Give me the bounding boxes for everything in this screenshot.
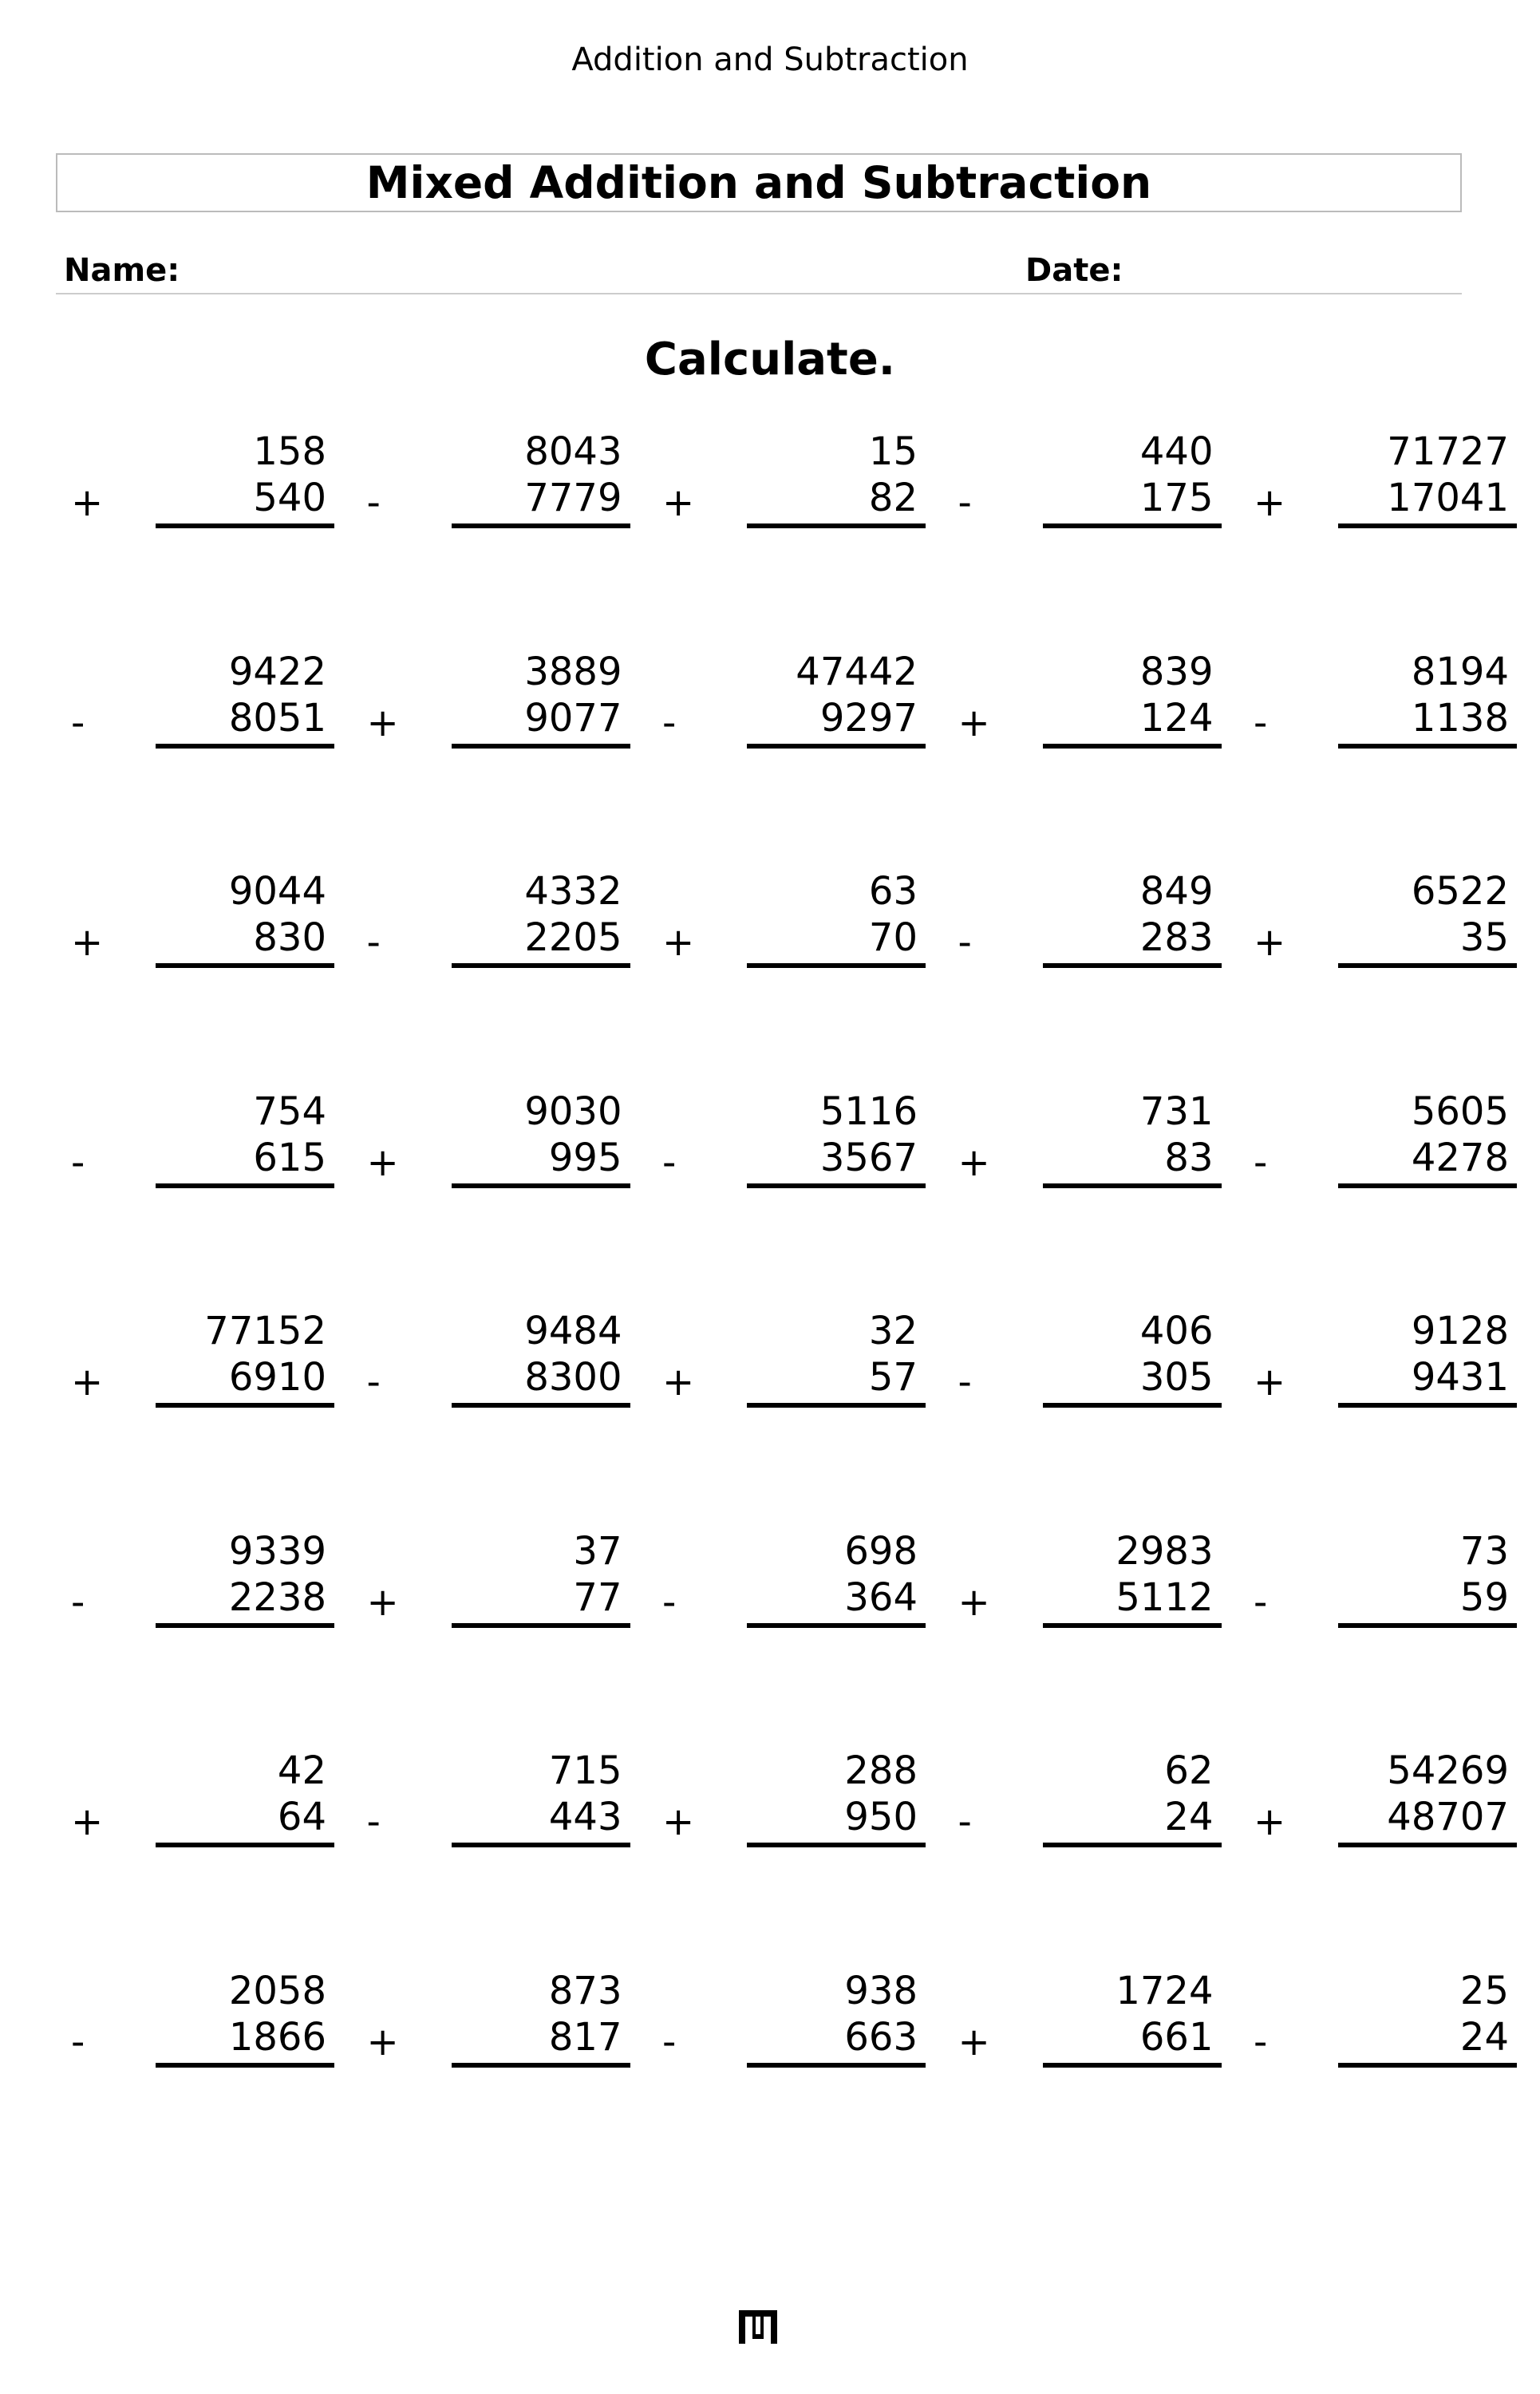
bottom-operand: 24 [1164, 1795, 1214, 1839]
logo-icon [739, 2310, 777, 2344]
problem [367, 1969, 630, 2088]
bottom-operand: 9297 [819, 695, 918, 741]
problem [662, 869, 926, 989]
problem [662, 1529, 926, 1649]
problem [958, 1089, 1222, 1209]
operator: + [662, 1799, 695, 1844]
answer-line [452, 1183, 630, 1188]
problem [367, 869, 630, 989]
top-operand: 938 [844, 1968, 918, 2013]
operator: - [71, 700, 85, 745]
problem [71, 650, 334, 769]
answer-line [452, 1403, 630, 1408]
answer-line [747, 1843, 926, 1847]
bottom-operand: 661 [1139, 2014, 1214, 2060]
bottom-operand: 6910 [228, 1355, 326, 1400]
top-operand: 158 [253, 429, 326, 474]
problem [662, 1748, 926, 1868]
top-operand: 4332 [524, 869, 622, 914]
operator: + [71, 1360, 104, 1404]
operator: + [958, 1579, 990, 1625]
problem [958, 1748, 1222, 1868]
answer-line [747, 1403, 926, 1408]
answer-line [1338, 963, 1517, 968]
top-operand: 8043 [524, 429, 622, 474]
bottom-operand: 7779 [524, 476, 622, 520]
bottom-operand: 48707 [1387, 1795, 1509, 1839]
top-operand: 5116 [819, 1088, 918, 1134]
answer-line [1043, 1623, 1222, 1628]
operator: + [958, 1140, 990, 1185]
bottom-operand: 830 [253, 915, 326, 960]
bottom-operand: 364 [844, 1574, 918, 1620]
problem [958, 1969, 1222, 2088]
operator: - [366, 1799, 381, 1844]
bottom-operand: 175 [1139, 476, 1214, 520]
bottom-operand: 995 [548, 1135, 622, 1180]
top-operand: 406 [1139, 1309, 1214, 1353]
bottom-operand: 77 [573, 1574, 622, 1620]
operator: - [1254, 1579, 1268, 1625]
problem [71, 429, 334, 549]
answer-line [1043, 963, 1222, 968]
bottom-operand: 24 [1459, 2014, 1509, 2060]
operator: + [662, 480, 695, 525]
answer-line [156, 1403, 334, 1408]
answer-line [452, 1843, 630, 1847]
problem [71, 1309, 334, 1428]
operator: + [662, 1360, 695, 1404]
bottom-operand: 57 [868, 1355, 918, 1400]
operator: + [1254, 1360, 1286, 1404]
bottom-operand: 124 [1139, 695, 1214, 741]
problem [1254, 869, 1517, 989]
top-operand: 1724 [1116, 1968, 1214, 2013]
answer-line [156, 1843, 334, 1847]
answer-line [156, 963, 334, 968]
operator: + [366, 1579, 399, 1625]
answer-line [1043, 2063, 1222, 2068]
top-operand: 62 [1164, 1748, 1214, 1793]
top-operand: 754 [253, 1088, 326, 1134]
problem [958, 429, 1222, 549]
problem [662, 1309, 926, 1428]
answer-line [747, 523, 926, 528]
answer-line [1043, 1183, 1222, 1188]
top-operand: 54269 [1387, 1748, 1509, 1793]
answer-line [1338, 1403, 1517, 1408]
operator: + [71, 920, 104, 965]
top-operand: 715 [548, 1748, 622, 1793]
problem [1254, 1969, 1517, 2088]
bottom-operand: 17041 [1387, 476, 1509, 520]
answer-line [1043, 523, 1222, 528]
bottom-operand: 817 [548, 2014, 622, 2060]
name-date-rule [56, 293, 1462, 294]
top-operand: 698 [844, 1528, 918, 1574]
operator: - [1254, 700, 1268, 745]
problem [71, 1089, 334, 1209]
problem [367, 1089, 630, 1209]
problem [71, 1748, 334, 1868]
top-operand: 440 [1139, 429, 1214, 474]
operator: - [662, 700, 677, 745]
problem [958, 1529, 1222, 1649]
operator: - [71, 2019, 85, 2064]
top-operand: 9044 [228, 869, 326, 914]
operator: - [366, 480, 381, 525]
page-header: Addition and Subtraction [571, 41, 969, 78]
operator: - [71, 1140, 85, 1185]
answer-line [747, 744, 926, 749]
operator: + [958, 2019, 990, 2064]
top-operand: 9339 [228, 1528, 326, 1574]
answer-line [156, 1183, 334, 1188]
operator: - [366, 1360, 381, 1404]
top-operand: 9030 [524, 1088, 622, 1134]
operator: - [958, 480, 972, 525]
top-operand: 9484 [524, 1309, 622, 1353]
bottom-operand: 1866 [228, 2014, 326, 2060]
worksheet-title: Mixed Addition and Subtraction [56, 153, 1462, 212]
bottom-operand: 950 [844, 1795, 918, 1839]
top-operand: 63 [868, 869, 918, 914]
bottom-operand: 615 [253, 1135, 326, 1180]
answer-line [452, 963, 630, 968]
problem [71, 1529, 334, 1649]
bottom-operand: 663 [844, 2014, 918, 2060]
operator: + [1254, 480, 1286, 525]
name-label: Name: [64, 252, 180, 289]
top-operand: 71727 [1387, 429, 1509, 474]
operator: + [71, 1799, 104, 1844]
bottom-operand: 8300 [524, 1355, 622, 1400]
answer-line [156, 2063, 334, 2068]
problem [662, 429, 926, 549]
problem [1254, 1529, 1517, 1649]
bottom-operand: 2205 [524, 915, 622, 960]
bottom-operand: 8051 [228, 695, 326, 741]
top-operand: 873 [548, 1968, 622, 2013]
top-operand: 3889 [524, 649, 622, 694]
top-operand: 73 [1459, 1528, 1509, 1574]
answer-line [1338, 744, 1517, 749]
answer-line [747, 1623, 926, 1628]
top-operand: 5605 [1411, 1088, 1509, 1134]
bottom-operand: 305 [1139, 1355, 1214, 1400]
problem [1254, 1089, 1517, 1209]
operator: + [366, 700, 399, 745]
answer-line [156, 744, 334, 749]
bottom-operand: 9077 [524, 695, 622, 741]
operator: - [366, 920, 381, 965]
answer-line [1338, 1843, 1517, 1847]
bottom-operand: 64 [277, 1795, 326, 1839]
instruction: Calculate. [644, 334, 896, 385]
problem [1254, 429, 1517, 549]
bottom-operand: 82 [868, 476, 918, 520]
problem [71, 869, 334, 989]
top-operand: 288 [844, 1748, 918, 1793]
answer-line [1043, 1403, 1222, 1408]
operator: - [662, 1140, 677, 1185]
operator: - [662, 1579, 677, 1625]
operator: - [958, 920, 972, 965]
top-operand: 9422 [228, 649, 326, 694]
operator: - [662, 2019, 677, 2064]
bottom-operand: 70 [868, 915, 918, 960]
bottom-operand: 4278 [1411, 1135, 1509, 1180]
problem [367, 1748, 630, 1868]
operator: + [366, 1140, 399, 1185]
problem [367, 650, 630, 769]
answer-line [747, 2063, 926, 2068]
bottom-operand: 3567 [819, 1135, 918, 1180]
top-operand: 839 [1139, 649, 1214, 694]
answer-line [1338, 523, 1517, 528]
problem [958, 1309, 1222, 1428]
answer-line [156, 523, 334, 528]
top-operand: 849 [1139, 869, 1214, 914]
operator: + [71, 480, 104, 525]
top-operand: 731 [1139, 1088, 1214, 1134]
top-operand: 37 [573, 1528, 622, 1574]
operator: + [366, 2019, 399, 2064]
top-operand: 47442 [796, 649, 918, 694]
operator: - [958, 1799, 972, 1844]
problem [958, 650, 1222, 769]
answer-line [1043, 1843, 1222, 1847]
operator: - [1254, 1140, 1268, 1185]
top-operand: 25 [1459, 1968, 1509, 2013]
answer-line [747, 963, 926, 968]
top-operand: 2983 [1116, 1528, 1214, 1574]
top-operand: 9128 [1411, 1309, 1509, 1353]
top-operand: 42 [277, 1748, 326, 1793]
answer-line [452, 744, 630, 749]
bottom-operand: 35 [1459, 915, 1509, 960]
answer-line [452, 2063, 630, 2068]
operator: - [1254, 2019, 1268, 2064]
top-operand: 77152 [204, 1309, 326, 1353]
date-label: Date: [1025, 252, 1123, 289]
bottom-operand: 540 [253, 476, 326, 520]
bottom-operand: 59 [1459, 1574, 1509, 1620]
bottom-operand: 83 [1164, 1135, 1214, 1180]
problem [958, 869, 1222, 989]
answer-line [1043, 744, 1222, 749]
problem [662, 1969, 926, 2088]
operator: - [958, 1360, 972, 1404]
bottom-operand: 1138 [1411, 695, 1509, 741]
bottom-operand: 2238 [228, 1574, 326, 1620]
operator: + [1254, 920, 1286, 965]
top-operand: 6522 [1411, 869, 1509, 914]
operator: + [662, 920, 695, 965]
answer-line [1338, 2063, 1517, 2068]
bottom-operand: 5112 [1116, 1574, 1214, 1620]
top-operand: 8194 [1411, 649, 1509, 694]
bottom-operand: 443 [548, 1795, 622, 1839]
problem [1254, 1748, 1517, 1868]
problem [662, 1089, 926, 1209]
top-operand: 15 [868, 429, 918, 474]
operator: + [1254, 1799, 1286, 1844]
problem [367, 429, 630, 549]
answer-line [452, 1623, 630, 1628]
top-operand: 32 [868, 1309, 918, 1353]
answer-line [747, 1183, 926, 1188]
problem [71, 1969, 334, 2088]
answer-line [156, 1623, 334, 1628]
problem [1254, 650, 1517, 769]
operator: - [71, 1579, 85, 1625]
answer-line [1338, 1623, 1517, 1628]
answer-line [1338, 1183, 1517, 1188]
bottom-operand: 283 [1139, 915, 1214, 960]
problem [662, 650, 926, 769]
problem [1254, 1309, 1517, 1428]
bottom-operand: 9431 [1411, 1355, 1509, 1400]
problem [367, 1529, 630, 1649]
top-operand: 2058 [228, 1968, 326, 2013]
problem [367, 1309, 630, 1428]
operator: + [958, 700, 990, 745]
answer-line [452, 523, 630, 528]
